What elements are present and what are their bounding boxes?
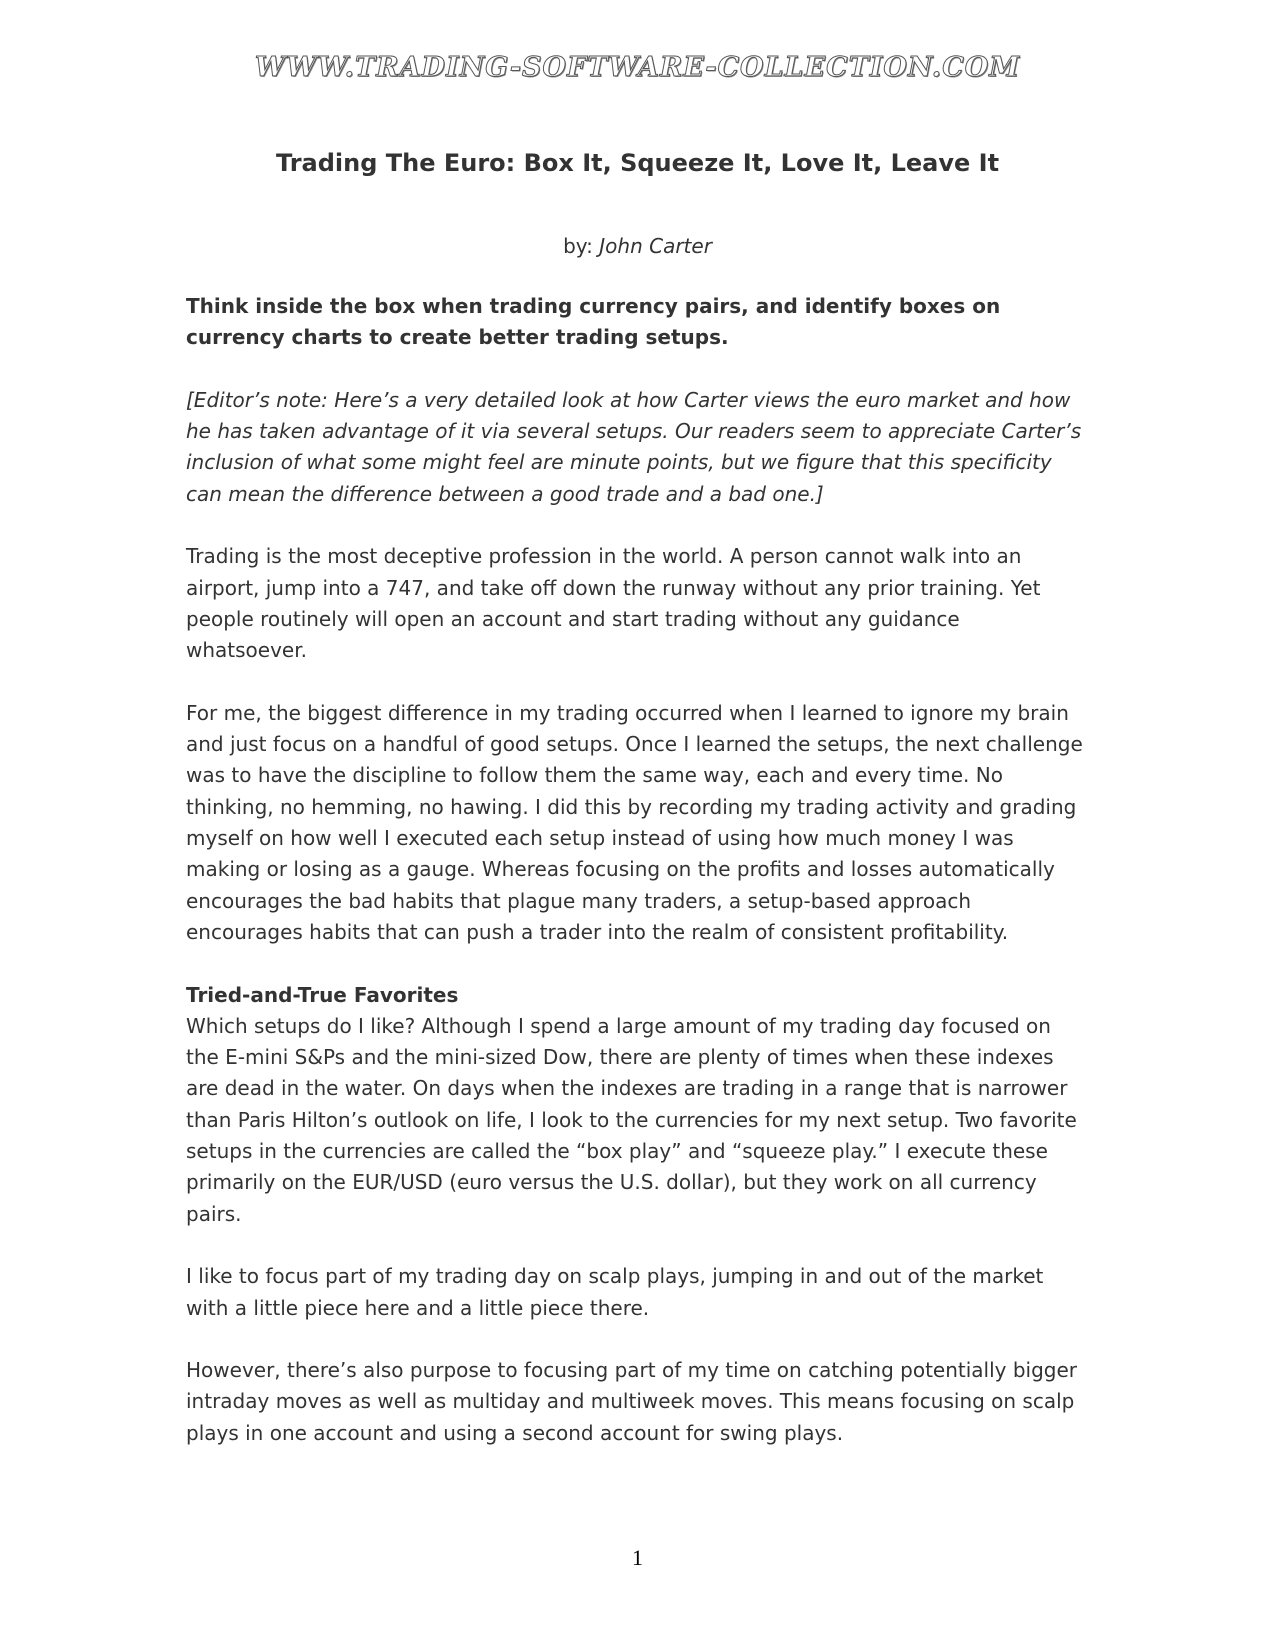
body-paragraph: However, there’s also purpose to focusing part of my time on catching potentially bigger intraday moves as well as multiday and multiweek moves. This means focusing on scalp plays in one account and using a second account for swing plays. — [186, 1358, 1078, 1445]
body-paragraph: I like to focus part of my trading day on scalp plays, jumping in and out of the market with a little piece here and a little piece there. — [186, 1264, 1044, 1320]
page-number: 1 — [632, 1545, 643, 1570]
byline-author: John Carter — [599, 234, 712, 258]
body-paragraph: For me, the biggest difference in my trading occurred when I learned to ignore my brain and just focus on a handful of good setups. Once I learned the setups, the next challenge was to have the discipline to follow them the same way, each and every time. No thinking, no hemming, no hawing. I did this by recording my trading activity and grading myself on how well I executed each setup instead of using how much money I was making or losing as a gauge. Whereas focusing on the profits and losses automatically encourages the bad habits that plague many traders, a setup-based approach encourages habits that can push a trader into the realm of consistent profitability. — [186, 700, 1083, 944]
lead-paragraph: Think inside the box when trading currency pairs, and identify boxes on currency charts to create better trading setups. — [186, 294, 1001, 350]
watermark-url: WWW.TRADING-SOFTWARE-COLLECTION.COM — [254, 52, 1021, 83]
article-title: Trading The Euro: Box It, Squeeze It, Love It, Leave It — [275, 149, 1000, 177]
article-body — [186, 291, 1086, 1480]
body-paragraph: Which setups do I like? Although I spend a large amount of my trading day focused on the E-mini S&Ps and the mini-sized Dow, there are plenty of times when these indexes are dead in the water. On days when the indexes are trading in a range that is narrower than Paris Hilton’s outlook on life, I look to the currencies for my next setup. Two favorite setups in the currencies are called the “box play” and “squeeze play.” I execute these primarily on the EUR/USD (euro versus the U.S. dollar), but they work on all currency pairs. — [186, 1013, 1077, 1226]
byline — [0, 232, 1275, 260]
body-paragraph: Trading is the most deceptive profession in the world. A person cannot walk into an airport, jump into a 747, and take off down the runway without any prior training. Yet people routinely will open an account and start trading without any guidance whatsoever. — [186, 544, 1041, 663]
editor-note: [Editor’s note: Here’s a very detailed look at how Carter views the euro market and how he has taken advantage of it via several setups. Our readers seem to appreciate Carter’s inclusion of what some might feel are minute points, but we figure that this specificity can mean the difference between a good trade and a bad one.] — [186, 387, 1082, 506]
byline-prefix: by: — [563, 234, 593, 258]
section-heading: Tried-and-True Favorites — [186, 982, 459, 1007]
